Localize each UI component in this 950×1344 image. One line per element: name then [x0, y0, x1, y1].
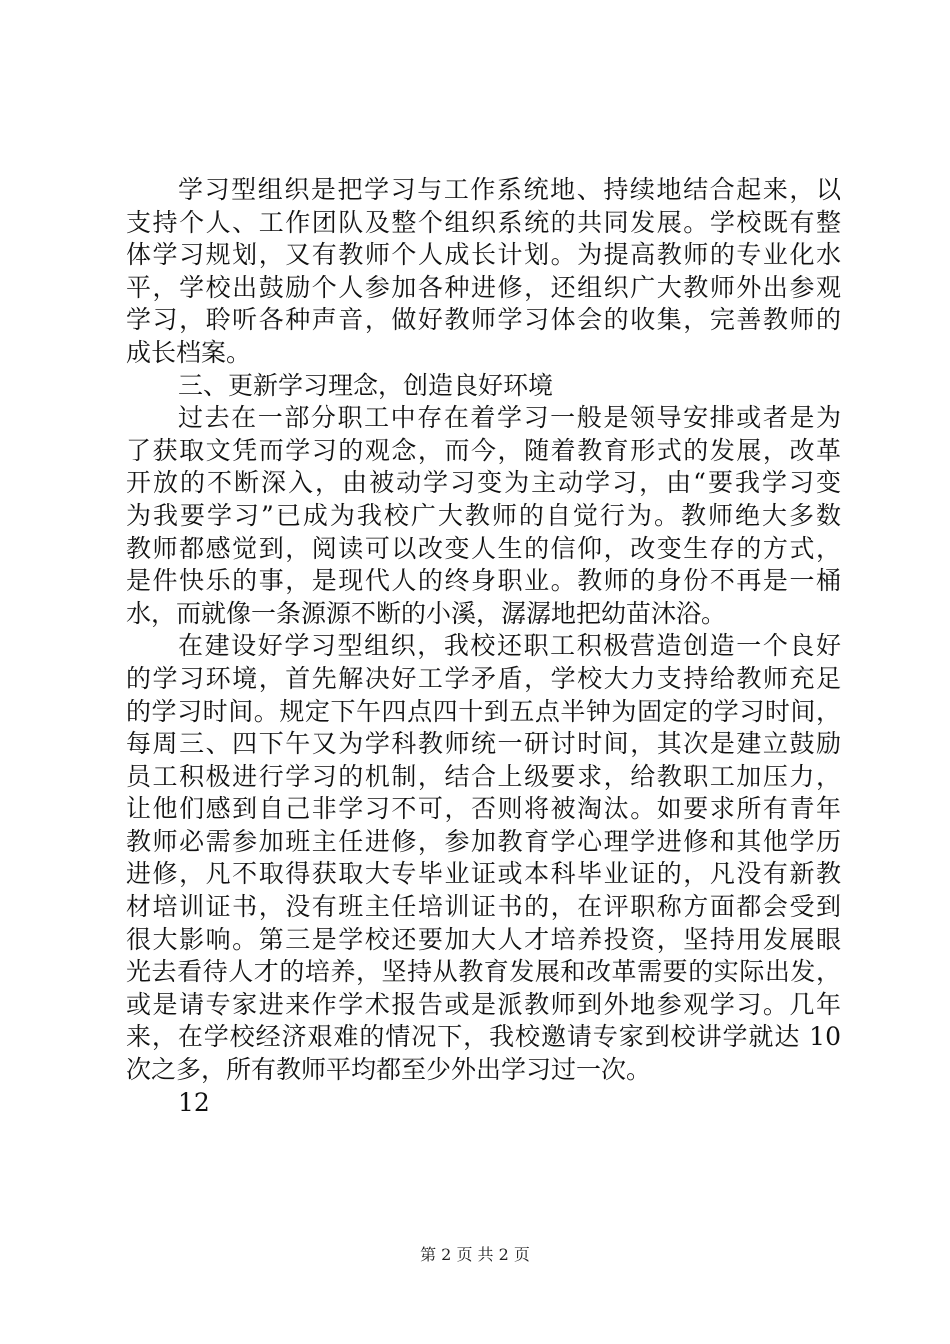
text-line: 成长档案。: [126, 337, 252, 367]
text-line: 每周三、四下午又为学科教师统一研讨时间，其次是建立鼓励: [126, 729, 841, 759]
text-line: 光去看待人才的培养，坚持从教育发展和改革需要的实际出发，: [126, 957, 841, 987]
text-line: 学习型组织是把学习与工作系统地、持续地结合起来，以: [178, 175, 841, 204]
text-line: 的学习环境，首先解决好工学矛盾，学校大力支持给教师充足: [126, 663, 841, 693]
text-line: 平，学校出鼓励个人参加各种进修，还组织广大教师外出参观: [126, 272, 841, 302]
text-line: 很大影响。第三是学校还要加大人才培养投资，坚持用发展眼: [126, 924, 841, 954]
text-line: 是件快乐的事，是现代人的终身职业。教师的身份不再是一桶: [126, 566, 841, 596]
text-line: 教师必需参加班主任进修，参加教育学心理学进修和其他学历: [126, 826, 841, 856]
paragraph-learning-concept: [126, 402, 841, 630]
text-line: 来，在学校经济艰难的情况下，我校邀请专家到校讲学就达 10: [126, 1022, 841, 1052]
text-line: 为我要学习”已成为我校广大教师的自觉行为。教师绝大多数: [126, 500, 841, 530]
text-line: 进修，凡不取得获取大专毕业证或本科毕业证的，凡没有新教: [126, 859, 841, 889]
text-line: 水，而就像一条源源不断的小溪，潺潺地把幼苗沐浴。: [126, 598, 727, 628]
text-line: 的学习时间。规定下午四点四十到五点半钟为固定的学习时间，: [126, 696, 841, 726]
text-line: 员工积极进行学习的机制，结合上级要求，给教职工加压力，: [126, 761, 841, 791]
text-line: 次之多，所有教师平均都至少外出学习过一次。: [126, 1055, 652, 1085]
text-line: 让他们感到自己非学习不可，否则将被淘汰。如要求所有青年: [126, 794, 841, 824]
paragraph-learning-environment: [126, 630, 841, 1086]
text-line: 在建设好学习型组织，我校还职工积极营造创造一个良好: [178, 631, 841, 661]
text-line: 支持个人、工作团队及整个组织系统的共同发展。学校既有整: [126, 207, 841, 237]
trailing-number-text: 12: [178, 1087, 210, 1117]
text-line: 或是请专家进来作学术报告或是派教师到外地参观学习。几年: [126, 989, 841, 1019]
paragraph-learning-organization: [126, 174, 841, 370]
text-line: 学习，聆听各种声音，做好教师学习体会的收集，完善教师的: [126, 305, 841, 335]
trailing-number: [126, 1087, 841, 1120]
text-line: 开放的不断深入，由被动学习变为主动学习，由“要我学习变: [126, 468, 841, 498]
text-line: 了获取文凭而学习的观念，而今，随着教育形式的发展，改革: [126, 435, 841, 465]
text-line: 体学习规划，又有教师个人成长计划。为提高教师的专业化水: [126, 240, 841, 270]
page-footer: [0, 1245, 950, 1265]
section-heading: [126, 370, 841, 403]
text-line: 过去在一部分职工中存在着学习一般是领导安排或者是为: [178, 403, 841, 433]
text-line: 材培训证书，没有班主任培训证书的，在评职称方面都会受到: [126, 892, 841, 922]
document-body: [126, 174, 841, 1119]
section-heading-text: 三、更新学习理念，创造良好环境: [178, 370, 554, 400]
text-line: 教师都感觉到，阅读可以改变人生的信仰，改变生存的方式，: [126, 533, 841, 563]
page-number-label: 第 2 页 共 2 页: [420, 1245, 530, 1264]
